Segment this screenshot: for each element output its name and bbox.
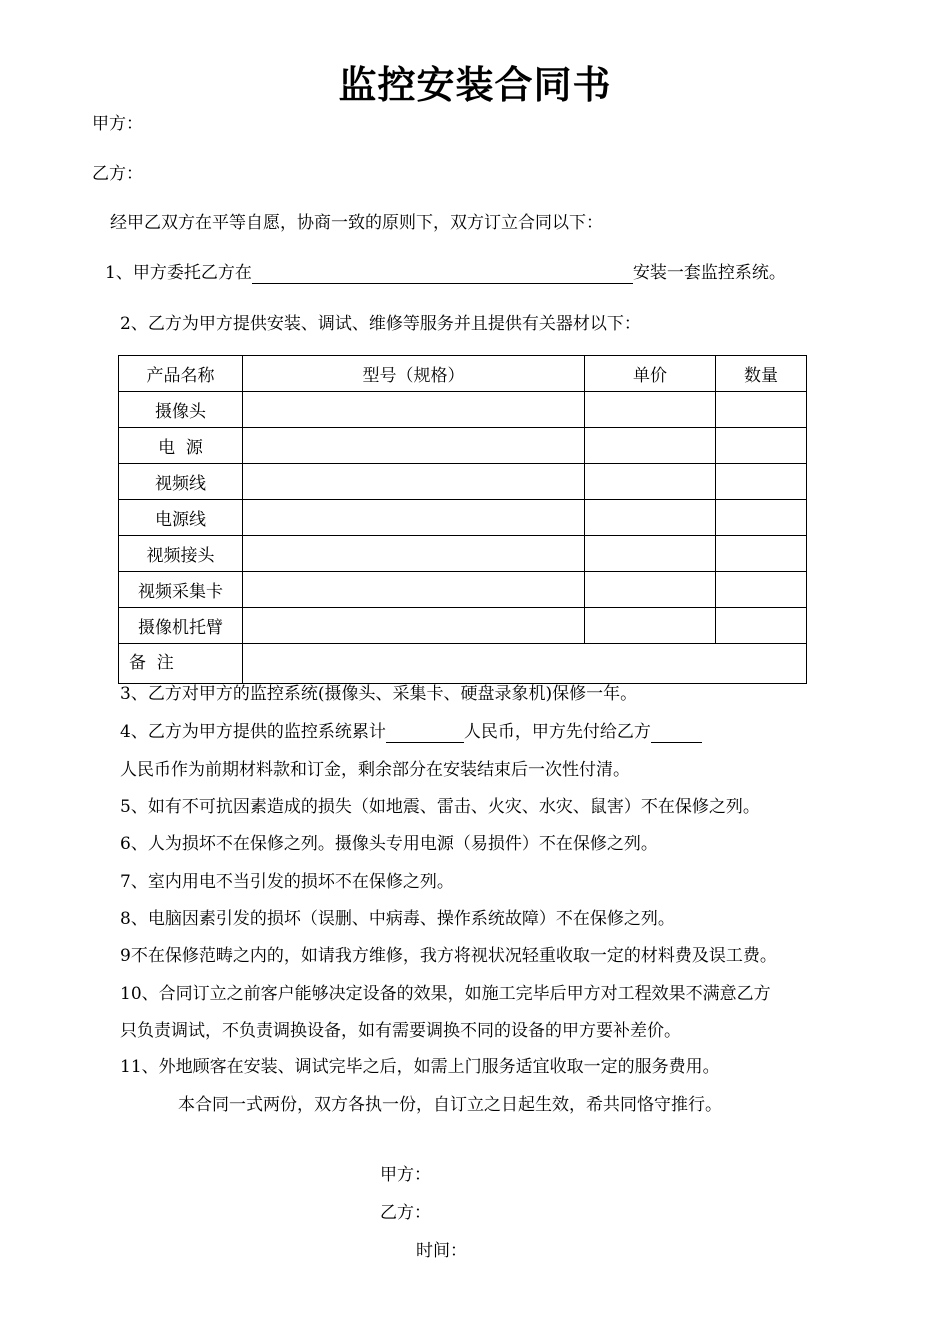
table-row (119, 464, 807, 500)
product-name-cell: 视频接头 (119, 536, 243, 572)
clause-10-line-1: 10、合同订立之前客户能够决定设备的效果，如施工完毕后甲方对工程效果不满意乙方 (120, 984, 771, 1004)
model-cell (243, 572, 585, 608)
clause-11: 11、外地顾客在安装、调试完毕之后，如需上门服务适宜收取一定的服务费用。 (120, 1057, 720, 1077)
clause-4-line-2: 人民币作为前期材料款和订金，剩余部分在安装结束后一次性付清。 (120, 760, 630, 780)
quantity-cell (716, 500, 807, 536)
header-quantity: 数量 (716, 356, 807, 392)
table-row (119, 392, 807, 428)
clause-5: 5、如有不可抗因素造成的损失（如地震、雷击、火灾、水灾、鼠害）不在保修之列。 (120, 797, 760, 817)
clause-8: 8、电脑因素引发的损坏（误删、中病毒、操作系统故障）不在保修之列。 (120, 909, 675, 929)
price-cell (585, 536, 716, 572)
note-label: 备 注 (119, 644, 243, 684)
model-cell (243, 608, 585, 644)
party-a-label: 甲方： (92, 114, 143, 134)
equipment-table (118, 355, 807, 684)
party-b-label: 乙方： (92, 164, 143, 184)
location-blank (252, 265, 633, 284)
signature-time: 时间： (416, 1241, 467, 1261)
clause-4 (120, 721, 702, 743)
table-row (119, 536, 807, 572)
clause-2: 2、乙方为甲方提供安装、调试、维修等服务并且提供有关器材以下： (120, 314, 641, 334)
deposit-amount-blank (651, 724, 702, 743)
price-cell (585, 428, 716, 464)
clause-1 (105, 262, 786, 284)
product-name-cell: 视频线 (119, 464, 243, 500)
product-name-cell: 电 源 (119, 428, 243, 464)
signature-party-b: 乙方： (380, 1203, 431, 1223)
product-name-cell: 摄像头 (119, 392, 243, 428)
model-cell (243, 536, 585, 572)
clause-4-part-b: 人民币，甲方先付给乙方 (463, 722, 651, 742)
table-row (119, 428, 807, 464)
product-name-cell: 视频采集卡 (119, 572, 243, 608)
clause-7: 7、室内用电不当引发的损坏不在保修之列。 (120, 872, 454, 892)
clause-6: 6、人为损坏不在保修之列。摄像头专用电源（易损件）不在保修之列。 (120, 834, 658, 854)
quantity-cell (716, 428, 807, 464)
price-cell (585, 500, 716, 536)
price-cell (585, 392, 716, 428)
intro-text: 经甲乙双方在平等自愿，协商一致的原则下，双方订立合同以下： (110, 213, 603, 233)
table-row (119, 608, 807, 644)
quantity-cell (716, 572, 807, 608)
header-product-name: 产品名称 (119, 356, 243, 392)
product-name-cell: 摄像机托臂 (119, 608, 243, 644)
document-title: 监控安装合同书 (338, 62, 612, 107)
quantity-cell (716, 464, 807, 500)
product-name-cell: 电源线 (119, 500, 243, 536)
table-row (119, 572, 807, 608)
table-note-row (119, 644, 807, 684)
price-cell (585, 464, 716, 500)
model-cell (243, 392, 585, 428)
price-cell (585, 608, 716, 644)
clause-4-part-a: 4、乙方为甲方提供的监控系统累计 (120, 722, 386, 742)
header-unit-price: 单价 (585, 356, 716, 392)
model-cell (243, 500, 585, 536)
quantity-cell (716, 608, 807, 644)
quantity-cell (716, 536, 807, 572)
note-cell (243, 644, 807, 684)
clause-9: 9不在保修范畴之内的，如请我方维修，我方将视状况轻重收取一定的材料费及误工费。 (120, 946, 777, 966)
quantity-cell (716, 392, 807, 428)
header-model: 型号（规格） (243, 356, 585, 392)
price-cell (585, 572, 716, 608)
model-cell (243, 464, 585, 500)
clause-1-before: 1、甲方委托乙方在 (105, 263, 252, 283)
closing-statement: 本合同一式两份，双方各执一份，自订立之日起生效，希共同恪守推行。 (178, 1095, 722, 1115)
clause-3: 3、乙方对甲方的监控系统(摄像头、采集卡、硬盘录象机)保修一年。 (120, 684, 638, 704)
signature-party-a: 甲方： (380, 1165, 431, 1185)
clause-1-after: 安装一套监控系统。 (632, 263, 786, 283)
clause-10-line-2: 只负责调试，不负责调换设备，如有需要调换不同的设备的甲方要补差价。 (120, 1021, 681, 1041)
table-row (119, 500, 807, 536)
total-amount-blank (386, 724, 464, 743)
model-cell (243, 428, 585, 464)
table-header-row (119, 356, 807, 392)
